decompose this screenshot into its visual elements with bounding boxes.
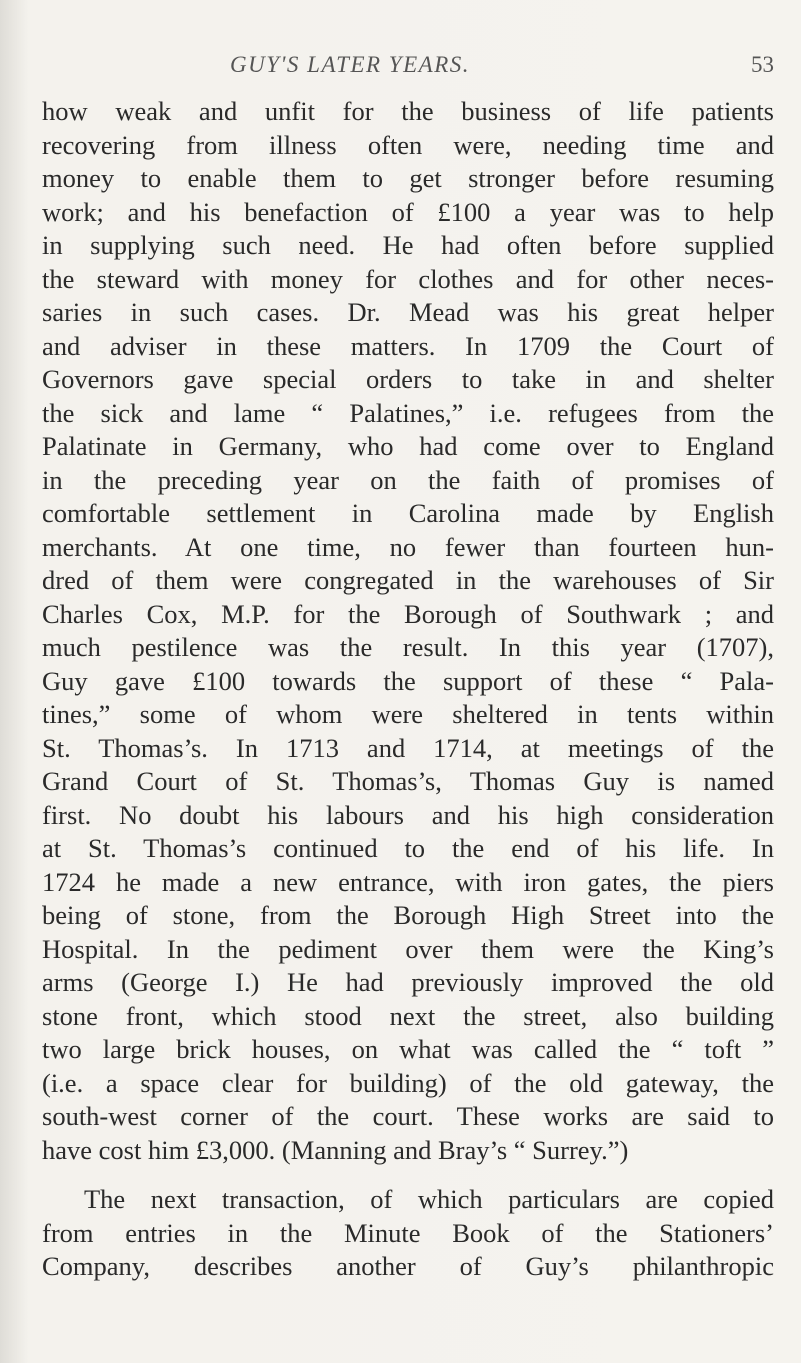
text-line: have cost him £3,000. (Manning and Bray’s “ Surrey.”) (42, 1134, 629, 1165)
text-line: money to enable them to get stronger before resuming (42, 163, 774, 193)
text-line: Palatinate in Germany, who had come over to England (42, 431, 774, 461)
paragraph (42, 95, 774, 1167)
page-number: 53 (751, 52, 774, 77)
text-line: in the preceding year on the faith of promises of (42, 464, 774, 495)
text-line: at St. Thomas’s continued to the end of his life. In (42, 833, 774, 863)
text-line: tines,” some of whom were sheltered in tents within (42, 699, 774, 729)
text-line: Guy gave £100 towards the support of these “ Pala- (42, 665, 774, 696)
text-line: saries in such cases. Dr. Mead was his great helper (42, 297, 774, 327)
text-line: (i.e. a space clear for building) of the old gateway, the (42, 1067, 774, 1098)
text-line: Company, describes another of Guy’s philanthropic (42, 1251, 774, 1281)
text-line: dred of them were congregated in the warehouses of Sir (42, 565, 774, 595)
text-line: work; and his benefaction of £100 a year was to help (42, 196, 774, 227)
running-head (0, 52, 801, 82)
text-line: in supplying such need. He had often before supplied (42, 230, 774, 260)
text-line: Hospital. In the pediment over them were the King’s (42, 933, 774, 964)
text-line: from entries in the Minute Book of the Stationers’ (42, 1217, 774, 1248)
text-line: south-west corner of the court. These works are said to (42, 1101, 774, 1131)
text-line: Charles Cox, M.P. for the Borough of Southwark ; and (42, 598, 774, 629)
text-line: Governors gave special orders to take in and shelter (42, 364, 774, 394)
gutter-shadow (0, 0, 28, 1363)
text-line: much pestilence was the result. In this year (1707), (42, 632, 774, 662)
text-line: stone front, which stood next the street, also building (42, 1000, 774, 1031)
body-text (42, 95, 774, 1284)
text-line: arms (George I.) He had previously improved the old (42, 967, 774, 997)
text-line: recovering from illness often were, needing time and (42, 129, 774, 160)
text-line: two large brick houses, on what was called the “ toft ” (42, 1034, 774, 1064)
text-line: the sick and lame “ Palatines,” i.e. refugees from the (42, 397, 774, 428)
text-line: comfortable settlement in Carolina made by English (42, 498, 774, 528)
text-line: The next transaction, of which particulars are copied (84, 1184, 774, 1214)
text-line: Grand Court of St. Thomas’s, Thomas Guy is named (42, 766, 774, 796)
text-line: and adviser in these matters. In 1709 the Court of (42, 330, 774, 361)
text-line: first. No doubt his labours and his high consideration (42, 799, 774, 830)
paragraph (42, 1183, 774, 1284)
text-line: being of stone, from the Borough High Street into the (42, 900, 774, 930)
text-line: how weak and unfit for the business of life patients (42, 96, 774, 126)
text-line: St. Thomas’s. In 1713 and 1714, at meetings of the (42, 732, 774, 763)
text-line: 1724 he made a new entrance, with iron gates, the piers (42, 866, 774, 897)
text-line: merchants. At one time, no fewer than fourteen hun- (42, 531, 774, 562)
running-title: GUY'S LATER YEARS. (230, 52, 470, 77)
text-line: the steward with money for clothes and for other neces- (42, 263, 774, 294)
paragraph-gap (42, 1167, 774, 1183)
